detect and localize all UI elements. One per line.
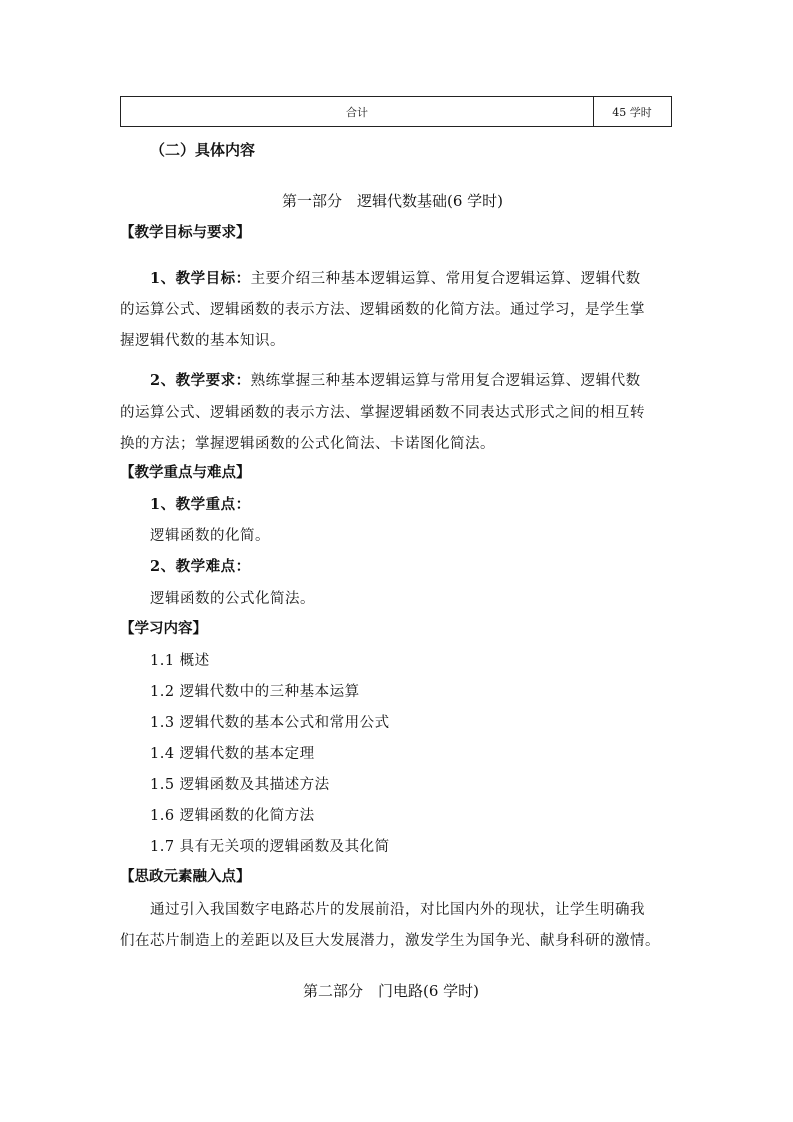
- goal2-text-line2: 的运算公式、逻辑函数的表示方法、掌握逻辑函数不同表达式形式之间的相互转: [120, 405, 645, 421]
- hours-summary-table: [120, 96, 672, 127]
- goal1-text-line1: 主要介绍三种基本逻辑运算、常用复合逻辑运算、逻辑代数: [250, 271, 641, 287]
- list-item: 1.6 逻辑函数的化简方法: [150, 808, 315, 824]
- goal1-label: 1、教学目标：: [150, 270, 251, 287]
- difficulty-text: 逻辑函数的公式化简法。: [150, 591, 315, 607]
- total-hours-cell: 45 学时: [612, 105, 652, 119]
- part1-title: 第一部分 逻辑代数基础(6 学时): [282, 192, 504, 210]
- list-item: 1.7 具有无关项的逻辑函数及其化简: [150, 839, 390, 855]
- ideology-heading: 【思政元素融入点】: [120, 868, 251, 885]
- ideology-text-line2: 们在芯片制造上的差距以及巨大发展潜力，激发学生为国争光、献身科研的激情。: [120, 933, 660, 949]
- section-title: （二）具体内容: [150, 141, 256, 159]
- key-text: 逻辑函数的化简。: [150, 528, 270, 544]
- goal1-text-line2: 的运算公式、逻辑函数的表示方法、逻辑函数的化简方法。通过学习，是学生掌: [120, 302, 645, 318]
- goal2-label: 2、教学要求：: [150, 372, 251, 389]
- goal2-text-line3: 换的方法；掌握逻辑函数的公式化简法、卡诺图化简法。: [120, 436, 495, 452]
- ideology-text-line1: 通过引入我国数字电路芯片的发展前沿，对比国内外的现状，让学生明确我: [150, 902, 645, 918]
- key-label: 1、教学重点：: [150, 496, 251, 513]
- goal1-text-line3: 握逻辑代数的基本知识。: [120, 333, 285, 349]
- difficulty-label: 2、教学难点：: [150, 558, 251, 575]
- key-difficulty-heading: 【教学重点与难点】: [120, 464, 251, 481]
- list-item: 1.3 逻辑代数的基本公式和常用公式: [150, 715, 390, 731]
- list-item: 1.1 概述: [150, 653, 210, 669]
- goals-heading: 【教学目标与要求】: [120, 224, 251, 241]
- list-item: 1.5 逻辑函数及其描述方法: [150, 777, 330, 793]
- list-item: 1.4 逻辑代数的基本定理: [150, 746, 315, 762]
- part2-title: 第二部分 门电路(6 学时): [303, 982, 480, 1000]
- goal2-text-line1: 熟练掌握三种基本逻辑运算与常用复合逻辑运算、逻辑代数: [250, 373, 641, 389]
- total-label-cell: 合计: [346, 105, 368, 119]
- goal1-paragraph-line1: [150, 267, 641, 288]
- content-heading: 【学习内容】: [120, 620, 207, 637]
- goal2-paragraph-line1: [150, 369, 641, 390]
- list-item: 1.2 逻辑代数中的三种基本运算: [150, 684, 360, 700]
